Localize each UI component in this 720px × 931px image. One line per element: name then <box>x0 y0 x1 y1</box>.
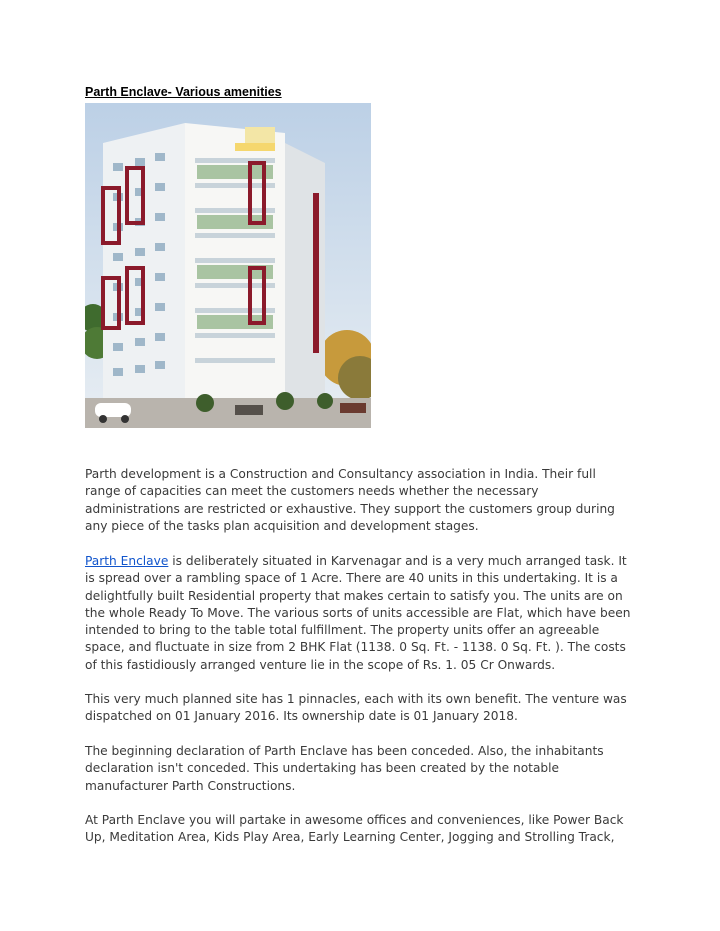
paragraph-project-details <box>85 553 633 674</box>
section-heading: Parth Enclave- Various amenities <box>85 85 282 99</box>
paragraph-amenities: At Parth Enclave you will partake in awesome offices and conveniences, like Power Back Up, Meditation Area, Kids Play Area, Early Learning Center, Jogging and Strolling Track, <box>85 813 624 845</box>
paragraph-project-details-text: is deliberately situated in Karvenagar and is a very much arranged task. It is spread over a rambling space of 1 Acre. There are 40 units in this undertaking. It is a delightfully built Residential property that makes certain to satisfy you. The units are on the whole Ready To Move. The various sorts of units accessible are Flat, which have been intended to bring to the table total fulfillment. The property units offer an agreeable space, and fluctuate in size from 2 BHK Flat (1138. 0 Sq. Ft. - 1138. 0 Sq. Ft. ). The costs of this fastidiously arranged venture lie in the scope of Rs. 1. 05 Cr Onwards. <box>85 554 631 672</box>
building-photo <box>85 103 371 428</box>
parth-enclave-link[interactable]: Parth Enclave <box>85 554 169 568</box>
paragraph-timeline: This very much planned site has 1 pinnacles, each with its own benefit. The venture was dispatched on 01 January 2016. Its ownership date is 01 January 2018. <box>85 692 627 724</box>
paragraph-declaration: The beginning declaration of Parth Enclave has been conceded. Also, the inhabitants declaration isn't conceded. This undertaking has been created by the notable manufacturer Parth Constructions. <box>85 744 604 793</box>
paragraph-intro: Parth development is a Construction and Consultancy association in India. Their full range of capacities can meet the customers needs whether the necessary administrations are restricted or exhaustive. They support the customers group during any piece of the tasks plan acquisition and development stages. <box>85 467 615 533</box>
